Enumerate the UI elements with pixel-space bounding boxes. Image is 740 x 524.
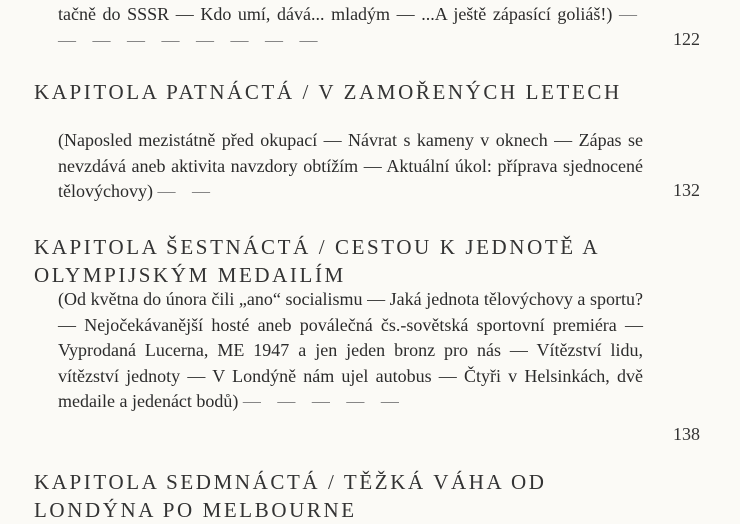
prev-entry-summary-text: tačně do SSSR — Kdo umí, dává... mladým — ...A ještě zápasící goliáš!) [58, 4, 613, 24]
prev-entry-leader: — — — — — — — — — [58, 4, 644, 50]
chapter-15-heading: KAPITOLA PATNÁCTÁ / V ZAMOŘENÝCH LETECH [34, 80, 622, 104]
chapter-16-page-number: 138 [673, 424, 700, 444]
chapter-16-summary-text: (Od května do února čili „ano“ socialismu — Jaká jednota tělovýchovy a sportu? — Nejočekávanější hosté aneb poválečná čs.-sovětská sportovní premiéra — Vyprodaná Lucerna, ME 1947 a jen jeden bronz pro nás — Vítězství lidu, vítězství jednoty — V Londýně nám ujel autobus — Čtyři v Helsinkách, dvě medaile a jedenáct bodů) [58, 289, 643, 411]
chapter-16-leader: — — — — — [242, 391, 405, 411]
chapter-17-heading: KAPITOLA SEDMNÁCTÁ / TĚŽKÁ VÁHA OD LONDÝNA PO MELBOURNE [34, 470, 547, 522]
chapter-16-heading: KAPITOLA ŠESTNÁCTÁ / CESTOU K JEDNOTĚ A OLYMPIJSKÝM MEDAILÍM [34, 235, 599, 287]
chapter-16-summary [58, 287, 643, 415]
prev-entry-page-number: 122 [673, 29, 700, 49]
chapter-15-summary [58, 128, 643, 205]
chapter-15-summary-text: (Naposled mezistátně před okupací — Návrat s kameny v oknech — Zápas se nevzdává aneb aktivita navzdory obtížím — Aktuální úkol: příprava sjednocené tělovýchovy) [58, 130, 643, 201]
chapter-15-leader: — — [157, 181, 216, 201]
chapter-15-page-number: 132 [673, 180, 700, 200]
prev-entry-summary [58, 2, 643, 53]
